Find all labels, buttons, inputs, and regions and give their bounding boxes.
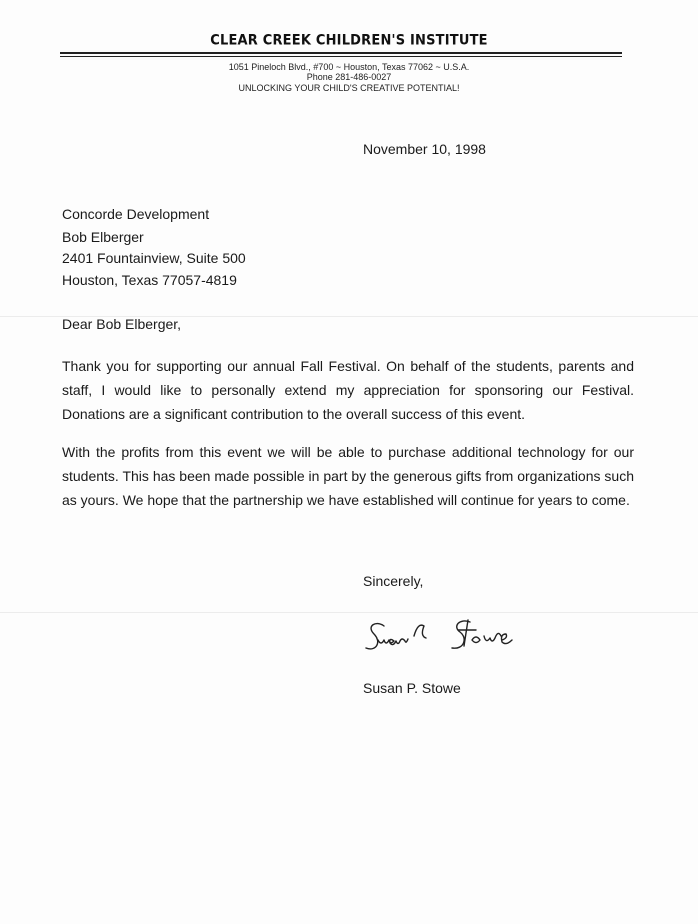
letter-date: November 10, 1998 [363, 141, 486, 157]
letterhead-rule-thick [60, 52, 622, 54]
signature [362, 612, 552, 664]
recipient-company: Concorde Development [62, 206, 210, 222]
signer-name: Susan P. Stowe [363, 680, 461, 696]
organization-slogan: UNLOCKING YOUR CHILD'S CREATIVE POTENTIAL! [238, 83, 460, 93]
recipient-name: Bob Elberger [62, 229, 144, 245]
body-paragraph-1: Thank you for supporting our annual Fall Festival. On behalf of the students, parents and staff, I would like to personally extend my appreciation for sponsoring our Festival. Donations are a significant contribution to the overall success of this event. [62, 358, 634, 422]
organization-phone: Phone 281-486-0027 [306, 72, 392, 82]
recipient-city: Houston, Texas 77057-4819 [62, 272, 237, 288]
recipient-street: 2401 Fountainview, Suite 500 [62, 250, 246, 266]
organization-name: CLEAR CREEK CHILDREN'S INSTITUTE [210, 32, 488, 49]
letterhead-rule-thin [60, 56, 622, 57]
salutation: Dear Bob Elberger, [62, 316, 182, 332]
organization-address: 1051 Pineloch Blvd., #700 ~ Houston, Texas 77062 ~ U.S.A. [228, 62, 470, 72]
fold-line [0, 612, 698, 613]
body-paragraph-2: With the profits from this event we will be able to purchase additional technology for our students. This has been made possible in part by the generous gifts from organizations such as yours. We hope that the partnership we have established will continue for years to come. [62, 444, 634, 508]
closing: Sincerely, [363, 573, 424, 589]
